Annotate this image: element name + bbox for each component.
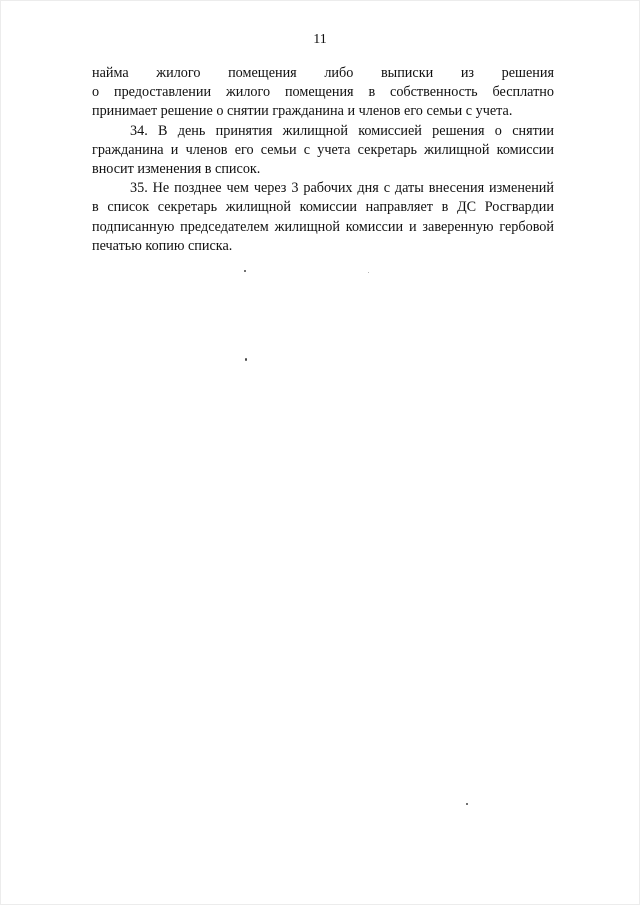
page-number: 11	[313, 32, 327, 47]
scan-speck	[368, 272, 369, 273]
document-body	[92, 64, 554, 256]
scan-speck	[244, 270, 246, 272]
text-line: печатью копию списка.	[92, 237, 233, 254]
text-line: гражданина и членов его семьи с учета секретарь жилищной комиссии	[92, 141, 554, 158]
scan-speck	[245, 358, 247, 361]
text-line: найма жилого помещения либо выписки из решения	[92, 65, 554, 81]
text-line: 34. В день принятия жилищной комиссией решения о снятии	[130, 122, 554, 139]
text-line: принимает решение о снятии гражданина и членов его семьи с учета.	[92, 103, 513, 120]
scan-speck	[466, 803, 468, 805]
text-line: подписанную председателем жилищной комиссии и заверенную гербовой	[92, 218, 554, 235]
text-line: о предоставлении жилого помещения в собственность бесплатно	[92, 84, 554, 101]
paragraph-continuation	[92, 64, 554, 122]
paragraph-34	[92, 122, 554, 180]
text-line: вносит изменения в список.	[92, 161, 261, 178]
paragraph-35	[92, 179, 554, 256]
text-line: 35. Не позднее чем через 3 рабочих дня с даты внесения изменений	[130, 180, 554, 197]
text-line: в список секретарь жилищной комиссии направляет в ДС Росгвардии	[92, 199, 554, 216]
